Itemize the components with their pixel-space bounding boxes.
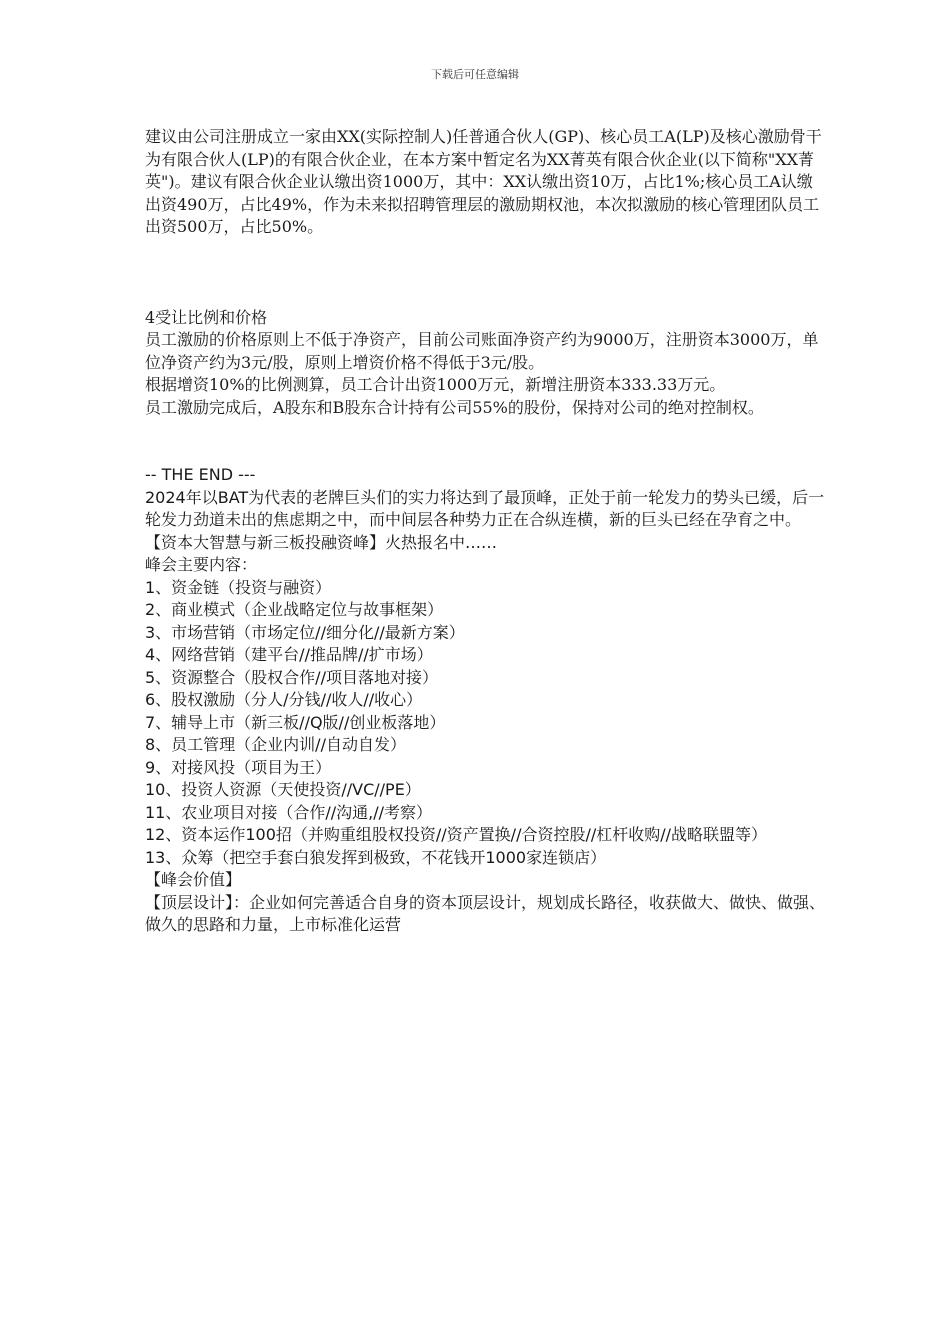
list-item: 3、市场营销（市场定位//细分化//最新方案）	[145, 622, 465, 642]
capital-paragraph: 根据增资10%的比例测算，员工合计出资1000万元，新增注册资本333.33万元。	[145, 375, 726, 394]
list-item: 13、众筹（把空手套白狼发挥到极致，不花钱开1000家连锁店）	[145, 847, 607, 867]
intro-paragraph: 2024年以BAT为代表的老牌巨头们的实力将达到了最顶峰，正处于前一轮发力的势头已缓，后一轮发力劲道未出的焦虑期之中，而中间层各种势力正在合纵连横，新的巨头已经在孕育之中。	[145, 487, 825, 529]
list-item: 8、员工管理（企业内训//自动自发）	[145, 735, 406, 754]
spacer	[145, 419, 825, 464]
summit-value-label: 【峰会价值】	[145, 870, 242, 889]
price-paragraph: 员工激励的价格原则上不低于净资产，目前公司账面净资产约为9000万，注册资本3000万，单位净资产约为3元/股，原则上增资价格不得低于3元/股。	[145, 330, 819, 372]
partnership-paragraph: 建议由公司注册成立一家由XX(实际控制人)任普通合伙人(GP)、核心员工A(LP)及核心激励骨干为有限合伙人(LP)的有限合伙企业，在本方案中暂定名为XX菁英有限合伙企业(以下简称"XX菁英")。建议有限合伙企业认缴出资1000万，其中：XX认缴出资10万，占比1%;核心员工A认缴出资490万，占比49%，作为未来拟招聘管理层的激励期权池，本次拟激励的核心管理团队员工出资500万，占比50%。	[145, 127, 822, 236]
summit-content-list	[145, 577, 825, 870]
contents-label: 峰会主要内容：	[145, 555, 258, 574]
promo-line: 【资本大智慧与新三板投融资峰】火热报名中……	[145, 532, 498, 552]
list-item: 10、投资人资源（天使投资//VC//PE）	[145, 780, 421, 799]
list-item: 2、商业模式（企业战略定位与故事框架）	[145, 600, 444, 619]
spacer	[145, 239, 825, 307]
list-item: 1、资金链（投资与融资）	[145, 577, 332, 597]
list-item: 11、农业项目对接（合作//沟通,//考察）	[145, 802, 433, 822]
top-design-paragraph: 【顶层设计】：企业如何完善适合自身的资本顶层设计，规划成长路径，收获做大、做快、做强、做久的思路和力量，上市标准化运营	[145, 892, 826, 934]
document-body	[145, 126, 825, 937]
list-item: 6、股权激励（分人/分钱//收人//收心）	[145, 690, 423, 709]
list-item: 7、辅导上市（新三板//Q版//创业板落地）	[145, 712, 446, 732]
the-end-marker: -- THE END ---	[145, 465, 256, 484]
section-heading: 4受让比例和价格	[145, 307, 268, 327]
control-paragraph: 员工激励完成后，A股东和B股东合计持有公司55%的股份，保持对公司的绝对控制权。	[145, 397, 764, 417]
list-item: 12、资本运作100招（并购重组股权投资//资产置换//合资控股//杠杆收购//战略联盟等）	[145, 825, 768, 844]
list-item: 4、网络营销（建平台//推品牌//扩市场）	[145, 645, 433, 664]
list-item: 5、资源整合（股权合作//项目落地对接）	[145, 667, 438, 687]
page-header: 下载后可任意编辑	[431, 68, 519, 81]
list-item: 9、对接风投（项目为王）	[145, 757, 332, 777]
